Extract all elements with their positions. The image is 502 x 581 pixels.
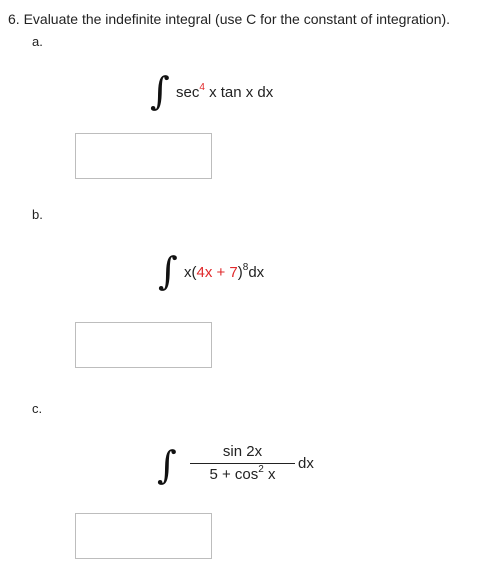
answer-input-c[interactable] [75, 513, 212, 559]
integral-sign-a: ∫ [150, 69, 170, 113]
integrand-a [176, 84, 273, 102]
integrand-b-inner: 4x + 7 [196, 264, 238, 281]
integrand-c-den-pre: 5 + cos [209, 466, 259, 483]
part-b-label: b. [32, 207, 43, 222]
answer-input-a[interactable] [75, 133, 212, 179]
question-text: 6. Evaluate the indefinite integral (use C for the constant of integration). [8, 11, 451, 27]
integrand-b-pre: x( [184, 264, 197, 281]
integrand-b-power: 8 [242, 262, 249, 273]
integrand-c-differential: dx [298, 455, 314, 472]
integrand-b [184, 264, 264, 282]
answer-input-b[interactable] [75, 322, 212, 368]
integrand-b-tail: dx [248, 264, 265, 281]
integrand-c-den-post: x [263, 466, 276, 483]
integrand-c-numerator: sin 2x [222, 443, 263, 460]
part-c-label: c. [32, 401, 43, 416]
integrand-a-sec: sec [176, 84, 200, 101]
integrand-a-power: 4 [199, 82, 205, 93]
integrand-c-den-power: 2 [258, 464, 264, 475]
part-a-label: a. [32, 34, 43, 49]
integrand-c-fraction [190, 443, 295, 484]
integrand-b-post: ) [237, 264, 243, 281]
integrand-a-rest: x tan x dx [204, 84, 274, 101]
integrand-c-denominator [190, 464, 295, 484]
integral-sign-b: ∫ [158, 249, 178, 293]
integral-sign-c: ∫ [157, 443, 177, 487]
